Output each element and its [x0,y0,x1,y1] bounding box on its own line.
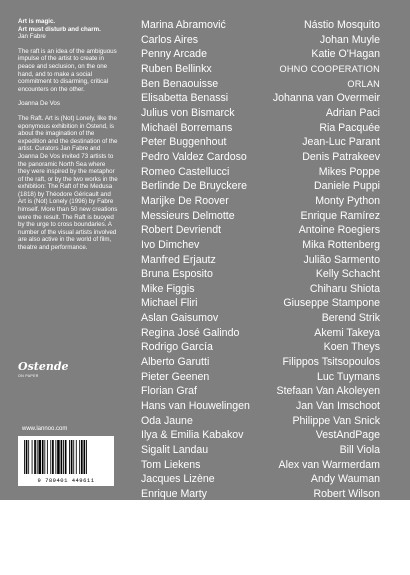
publisher-logo [18,360,69,390]
artist-name: Florian Graf [141,385,197,398]
artist-name: Jean-Luc Parant [302,136,380,149]
barcode-bar [55,440,56,474]
artist-name: Michaël Borremans [141,121,233,134]
artist-name: Fabien Mérelle [141,517,212,530]
artist-name: OHNO COOPERATION [279,63,380,74]
artist-name: Andy Wauman [310,473,380,486]
artist-name: Enrique Ramírez [300,209,380,222]
artist-name: Alberto Garutti [141,356,210,369]
barcode-bar [63,440,64,474]
barcode-bar [86,440,87,474]
logo-wordmark: Ostende [18,360,69,373]
artist-name: Aernout Mik [141,531,198,544]
artist-list-column-2 [250,18,380,531]
quote-line-2: Art must disturb and charm. [18,25,101,33]
artist-name: Robert Devriendt [141,224,222,237]
artist-list-column-1 [141,18,261,575]
quote-line-1: Art is magic. [18,18,56,25]
artist-name: Giuseppe Stampone [283,297,380,310]
artist-name: Antoine Roegiers [298,224,380,237]
artist-name: Penny Arcade [141,48,207,61]
artist-name: Nástio Mosquito [304,19,380,31]
artist-name: Steve McQueen [141,502,217,515]
artist-name: Ruben Bellinkx [141,62,212,75]
artist-name: Bruna Esposito [141,268,213,281]
epigraph-quote [18,18,118,41]
barcode-bar [57,440,60,474]
artist-name: Katie O'Hagan [311,48,380,61]
barcode-digits: 9 789401 449611 [37,477,95,484]
artist-name: Mike Figgis [141,282,195,295]
artist-name: Luc Tuymans [316,370,380,383]
artist-name: Robert Wilson [313,488,380,500]
artist-name: Tom Liekens [141,458,201,471]
barcode-bar [69,440,70,474]
artist-name: Daniele Puppi [314,180,380,193]
artist-name: Sigalit Landau [141,444,209,457]
quote-author: Jan Fabre [18,33,46,41]
artist-name: Enrique Marty [141,488,207,500]
logo-subtitle: ON PAPER [18,374,39,378]
artist-name: Jacques Lizène [141,473,215,486]
barcode-bar [76,440,77,474]
barcode-bar [84,440,86,474]
artist-name: Filippos Tsitsopoulos [282,356,380,369]
artist-name: Elisabetta Benassi [141,92,229,105]
artist-name: Linda Molenaar [141,561,215,574]
artist-name: Hans van Houwelingen [141,400,250,413]
barcode-bar [38,440,41,474]
artist-name: Johanna van Overmeir [272,92,380,105]
artist-name: Philippe Van Snick [292,414,380,427]
artist-name: Bill Viola [339,444,380,457]
artist-name: Mikes Poppe [318,165,380,178]
barcode-bar [37,440,38,474]
barcode-bar [34,440,36,474]
artist-name: Chiharu Shiota [309,282,380,295]
barcode-bar [44,440,45,474]
artist-name: Michael Fliri [141,297,198,310]
barcode-bar [47,440,48,474]
blurb-1 [18,48,118,108]
artist-name: Ilya & Emilia Kabakov [141,429,244,442]
barcode-bar [71,440,73,474]
artist-name: Marijke De Roover [141,194,229,207]
artist-name: Berend Strik [321,312,380,325]
artist-name: Pieter Geenen [141,370,210,383]
artist-name: Koen Theys [323,341,380,354]
barcode-bar [65,440,67,474]
blurb-1-author: Joanna De Vos [18,100,60,108]
artist-name: Denis Patrakeev [302,150,380,163]
barcode-bar [42,440,44,474]
barcode-bar [81,440,83,474]
barcode-bars [24,440,108,474]
artist-name: Stefaan Van Akoleyen [276,385,380,398]
isbn-barcode [18,436,114,486]
barcode-bar [79,440,80,474]
artist-name: ORLAN [347,78,380,89]
artist-name: Kelly Schacht [315,268,380,281]
blurb-2: The Raft. Art is (Not) Lonely, like the eponymous exhibition in Ostend, is about the imagination of the expedition and the destination of the artist. Curators Jan Fabre and Joanna De Vos invited 73 artists to the panoramic North Sea where they were inspired by the metaphor of the raft, or by the two works in the exhibition: The Raft of the Medusa (1818) by Théodore Géricault and Art is (Not) Lonely (1996) by Fabre himself. More than 50 new creations were the result. The Raft is buoyed by the urge to cross boundaries. A number of the visual artists involved are also active in the world of film, theatre and performance. [18,114,118,252]
artist-name: Monty Python [315,194,380,207]
artist-name: Julius von Bismarck [141,106,235,119]
artist-name: VestAndPage [315,429,380,442]
artist-name: Berlinde De Bruyckere [141,180,247,193]
artist-name: Peter Buggenhout [141,136,227,149]
barcode-bar [28,440,29,474]
artist-name: Messieurs Delmotte [141,209,235,222]
artist-name: Ben Benaouisse [141,77,219,90]
left-text-column [18,18,118,259]
artist-name: Pedro Valdez Cardoso [141,150,247,163]
barcode-bar [50,440,51,474]
publisher-url: www.lannoo.com [22,426,68,432]
barcode-bar [24,440,25,474]
artist-name: Jan Van Imschoot [295,400,380,413]
barcode-bar [32,440,33,474]
artist-name: Alex van Warmerdam [278,458,380,471]
artist-name: Ivo Dimchev [141,238,200,251]
barcode-bar [52,440,54,474]
artist-name: Ria Pacquée [319,121,380,134]
artist-name: Akemi Takeya [314,326,380,339]
artist-name: Oda Jaune [141,414,193,427]
artist-name: Manfred Erjautz [141,253,216,266]
artist-name: Romeo Castellucci [141,165,230,178]
artist-name: Mika Rottenberg [302,238,380,251]
artist-name: Aslan Gaisumov [141,312,219,325]
blurb-1-text: The raft is an idea of the ambiguous impulse of the artist to create in peace and seclusion, on the one hand, and to make a social commitment to disarming, critical encounters on the other. [18,47,117,93]
artist-name: Julião Sarmento [303,253,380,266]
artist-name: Jorge Molder [141,546,203,559]
barcode-bar [61,440,63,474]
artist-name: Carlos Aires [141,33,199,46]
artist-name: Rodrigo García [141,341,213,354]
artist-name: Marina Abramović [141,19,226,31]
artist-name: Mary Zygouri [318,517,380,530]
barcode-bar [73,440,74,474]
artist-name: Johan Muyle [319,33,380,46]
artist-name: Adrian Paci [325,106,380,119]
artist-name: Regina José Galindo [141,326,240,339]
barcode-bar [26,440,28,474]
artist-name: Chantal Yzermans [293,502,380,515]
